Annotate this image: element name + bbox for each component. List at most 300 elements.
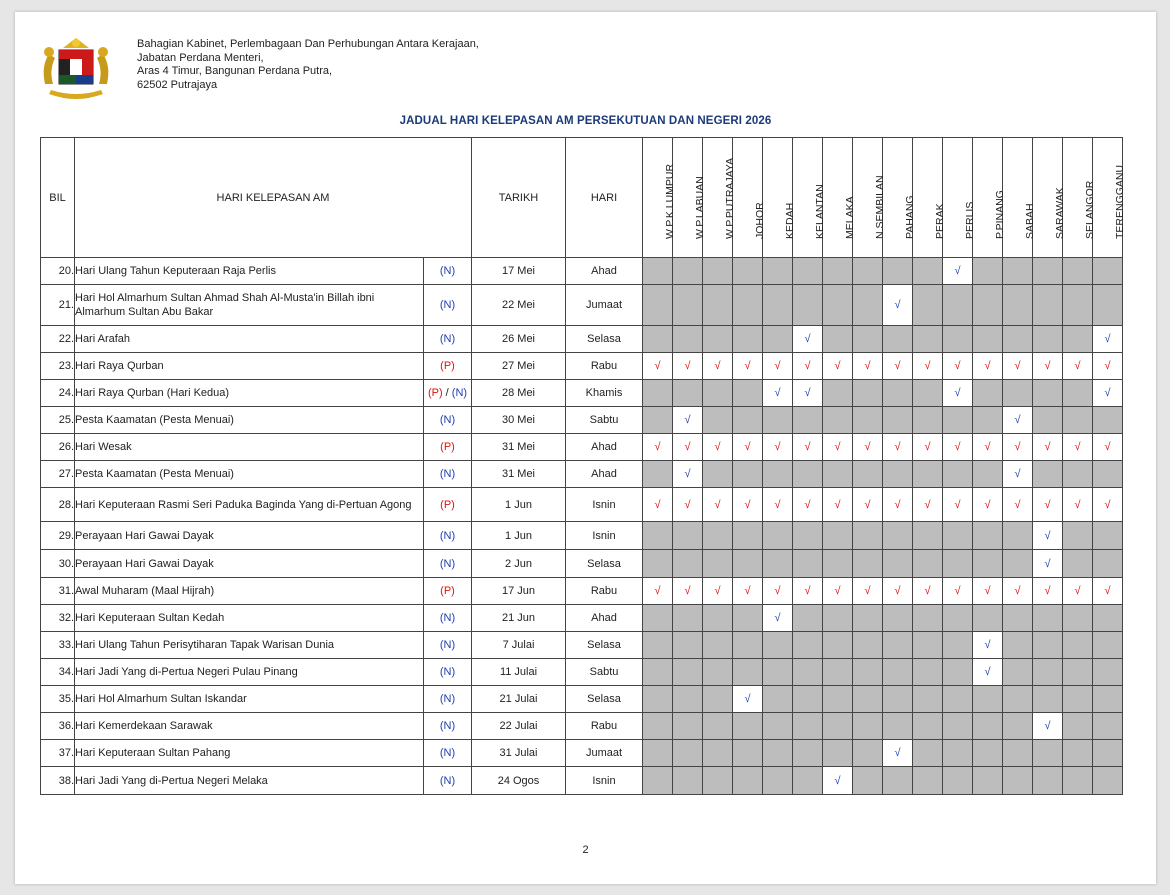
holiday-date: 21 Julai (472, 686, 566, 713)
state-cell-empty (763, 285, 793, 326)
column-header-state (1093, 138, 1126, 258)
page-number: 2 (582, 844, 589, 856)
state-cell-empty (643, 461, 673, 488)
state-cell-empty (673, 285, 703, 326)
holiday-tick-mark: √ (1063, 434, 1093, 461)
state-cell-empty (703, 686, 733, 713)
holiday-type-label: (N) (424, 605, 472, 632)
holiday-tick-mark: √ (763, 605, 793, 632)
state-cell-empty (643, 258, 673, 285)
state-cell-empty (853, 407, 883, 434)
holiday-tick-mark: √ (1003, 353, 1033, 380)
state-cell-empty (793, 605, 823, 632)
state-label: SARAWAK (1053, 187, 1066, 239)
state-cell-empty (763, 522, 793, 550)
state-cell-empty (1033, 632, 1063, 659)
state-cell-empty (913, 380, 943, 407)
holiday-tick-mark: √ (1003, 488, 1033, 522)
holiday-tick-mark: √ (643, 578, 673, 605)
holiday-tick-mark: √ (793, 353, 823, 380)
holiday-type-label: (N) (424, 326, 472, 353)
holiday-tick-mark: √ (673, 578, 703, 605)
holiday-day: Rabu (566, 713, 643, 740)
state-cell-empty (673, 767, 703, 795)
state-cell-empty (853, 632, 883, 659)
state-cell-empty (733, 407, 763, 434)
state-label: SELANGOR (1083, 180, 1096, 239)
state-cell-empty (793, 407, 823, 434)
state-cell-empty (823, 407, 853, 434)
holiday-name: Perayaan Hari Gawai Dayak (75, 522, 424, 550)
holiday-tick-mark: √ (853, 353, 883, 380)
table-row (41, 461, 1123, 488)
row-number: 38. (41, 767, 75, 795)
state-cell-empty (1033, 605, 1063, 632)
holiday-tick-mark: √ (1003, 578, 1033, 605)
state-cell-empty (973, 767, 1003, 795)
state-cell-empty (1093, 686, 1123, 713)
state-cell-empty (853, 380, 883, 407)
state-cell-empty (763, 632, 793, 659)
column-header-state (853, 138, 886, 258)
holiday-day: Khamis (566, 380, 643, 407)
column-header-state (1063, 138, 1096, 258)
holiday-tick-mark: √ (1033, 488, 1063, 522)
holiday-date: 21 Jun (472, 605, 566, 632)
table-row (41, 285, 1123, 326)
table-row (41, 740, 1123, 767)
state-cell-empty (973, 461, 1003, 488)
state-cell-empty (763, 326, 793, 353)
state-cell-empty (643, 605, 673, 632)
column-header-day: HARI (566, 138, 643, 258)
document-title: JADUAL HARI KELEPASAN AM PERSEKUTUAN DAN NEGERI 2026 (399, 115, 772, 127)
state-cell-empty (973, 686, 1003, 713)
state-cell-empty (1033, 461, 1063, 488)
state-cell-empty (1063, 380, 1093, 407)
state-cell-empty (913, 740, 943, 767)
state-cell-empty (943, 461, 973, 488)
state-cell-empty (853, 659, 883, 686)
state-cell-empty (883, 767, 913, 795)
state-cell-empty (673, 550, 703, 578)
state-cell-empty (793, 258, 823, 285)
state-label: JOHOR (753, 202, 766, 239)
malaysia-coat-of-arms-icon (39, 34, 113, 106)
holiday-type-label: (P) (424, 578, 472, 605)
column-header-state (1033, 138, 1066, 258)
state-cell-empty (1003, 713, 1033, 740)
holiday-tick-mark: √ (943, 578, 973, 605)
state-cell-empty (643, 659, 673, 686)
holiday-day: Isnin (566, 488, 643, 522)
holiday-tick-mark: √ (973, 659, 1003, 686)
column-header-state (943, 138, 976, 258)
holiday-day: Sabtu (566, 407, 643, 434)
state-cell-empty (763, 686, 793, 713)
holiday-tick-mark: √ (733, 353, 763, 380)
state-cell-empty (673, 380, 703, 407)
holiday-tick-mark: √ (913, 488, 943, 522)
holiday-name: Hari Jadi Yang di-Pertua Negeri Pulau Pinang (75, 659, 424, 686)
holiday-day: Jumaat (566, 285, 643, 326)
holiday-tick-mark: √ (943, 434, 973, 461)
holiday-tick-mark: √ (883, 353, 913, 380)
state-cell-empty (1093, 713, 1123, 740)
table-row (41, 326, 1123, 353)
holiday-type-label: (N) (424, 686, 472, 713)
state-cell-empty (943, 550, 973, 578)
holiday-tick-mark: √ (973, 488, 1003, 522)
state-cell-empty (733, 380, 763, 407)
holiday-type-label: (P) (424, 353, 472, 380)
state-cell-empty (793, 686, 823, 713)
state-cell-empty (943, 605, 973, 632)
state-cell-empty (673, 522, 703, 550)
holiday-tick-mark: √ (1093, 488, 1123, 522)
state-cell-empty (973, 258, 1003, 285)
state-label: PERAK (933, 203, 946, 239)
holiday-tick-mark: √ (973, 578, 1003, 605)
address-block (137, 38, 479, 92)
holiday-date: 24 Ogos (472, 767, 566, 795)
holiday-tick-mark: √ (1093, 578, 1123, 605)
holiday-type-label: (P) (424, 434, 472, 461)
state-cell-empty (1063, 522, 1093, 550)
holiday-type-label: (N) (424, 285, 472, 326)
holiday-tick-mark: √ (1003, 434, 1033, 461)
state-cell-empty (793, 285, 823, 326)
holiday-tick-mark: √ (673, 461, 703, 488)
holiday-day: Selasa (566, 326, 643, 353)
state-cell-empty (733, 605, 763, 632)
holiday-tick-mark: √ (733, 434, 763, 461)
holiday-tick-mark: √ (943, 353, 973, 380)
state-cell-empty (823, 285, 853, 326)
holiday-tick-mark: √ (703, 353, 733, 380)
holiday-date: 28 Mei (472, 380, 566, 407)
state-cell-empty (883, 522, 913, 550)
state-cell-empty (853, 285, 883, 326)
row-number: 28. (41, 488, 75, 522)
state-cell-empty (883, 258, 913, 285)
row-number: 30. (41, 550, 75, 578)
table-row (41, 380, 1123, 407)
state-cell-empty (823, 380, 853, 407)
state-label: PAHANG (903, 195, 916, 239)
state-cell-empty (763, 659, 793, 686)
holiday-date: 31 Mei (472, 434, 566, 461)
holiday-tick-mark: √ (673, 434, 703, 461)
state-cell-empty (943, 740, 973, 767)
holiday-day: Rabu (566, 353, 643, 380)
holiday-day: Ahad (566, 258, 643, 285)
state-cell-empty (733, 713, 763, 740)
state-cell-empty (733, 326, 763, 353)
holiday-tick-mark: √ (1033, 353, 1063, 380)
holiday-tick-mark: √ (943, 488, 973, 522)
state-cell-empty (643, 767, 673, 795)
state-cell-empty (1063, 285, 1093, 326)
state-label: W.P.LABUAN (693, 176, 706, 239)
state-cell-empty (853, 258, 883, 285)
state-cell-empty (823, 522, 853, 550)
state-cell-empty (763, 407, 793, 434)
state-label: KELANTAN (813, 184, 826, 239)
holiday-date: 17 Mei (472, 258, 566, 285)
holiday-tick-mark: √ (1033, 434, 1063, 461)
state-cell-empty (703, 326, 733, 353)
holiday-tick-mark: √ (703, 488, 733, 522)
state-cell-empty (1033, 767, 1063, 795)
state-cell-empty (1093, 632, 1123, 659)
row-number: 36. (41, 713, 75, 740)
state-cell-empty (883, 605, 913, 632)
state-cell-empty (1003, 605, 1033, 632)
holiday-name: Hari Kemerdekaan Sarawak (75, 713, 424, 740)
state-cell-empty (943, 632, 973, 659)
state-cell-empty (883, 380, 913, 407)
state-cell-empty (703, 767, 733, 795)
state-cell-empty (1003, 740, 1033, 767)
state-cell-empty (733, 550, 763, 578)
state-cell-empty (883, 550, 913, 578)
holiday-tick-mark: √ (643, 434, 673, 461)
state-cell-empty (973, 605, 1003, 632)
state-cell-empty (1033, 659, 1063, 686)
row-number: 27. (41, 461, 75, 488)
column-header-state (973, 138, 1006, 258)
holiday-type-label: (N) (424, 461, 472, 488)
holiday-tick-mark: √ (1003, 461, 1033, 488)
holiday-tick-mark: √ (883, 434, 913, 461)
holiday-date: 22 Julai (472, 713, 566, 740)
state-label: KEDAH (783, 202, 796, 239)
state-cell-empty (793, 659, 823, 686)
table-row (41, 407, 1123, 434)
holiday-name: Hari Hol Almarhum Sultan Ahmad Shah Al-Musta'in Billah ibni Almarhum Sultan Abu Bakar (75, 285, 424, 326)
state-cell-empty (793, 767, 823, 795)
holiday-date: 7 Julai (472, 632, 566, 659)
state-cell-empty (823, 686, 853, 713)
holiday-tick-mark: √ (763, 434, 793, 461)
state-cell-empty (1003, 632, 1033, 659)
column-header-state (913, 138, 946, 258)
holiday-tick-mark: √ (763, 488, 793, 522)
table-row (41, 713, 1123, 740)
holiday-tick-mark: √ (883, 488, 913, 522)
state-cell-empty (1063, 605, 1093, 632)
state-cell-empty (913, 522, 943, 550)
state-cell-empty (763, 767, 793, 795)
holiday-name: Hari Ulang Tahun Keputeraan Raja Perlis (75, 258, 424, 285)
holiday-tick-mark: √ (1093, 353, 1123, 380)
state-cell-empty (1003, 285, 1033, 326)
holiday-tick-mark: √ (673, 407, 703, 434)
table-row (41, 353, 1123, 380)
state-cell-empty (823, 659, 853, 686)
holiday-name: Pesta Kaamatan (Pesta Menuai) (75, 461, 424, 488)
holiday-name: Perayaan Hari Gawai Dayak (75, 550, 424, 578)
state-cell-empty (973, 522, 1003, 550)
state-cell-empty (1093, 605, 1123, 632)
state-cell-empty (793, 522, 823, 550)
column-header-state (823, 138, 856, 258)
row-number: 33. (41, 632, 75, 659)
holiday-tick-mark: √ (853, 434, 883, 461)
state-cell-empty (823, 258, 853, 285)
column-header-state (673, 138, 706, 258)
holiday-type-label: (N) (424, 522, 472, 550)
state-cell-empty (943, 659, 973, 686)
state-cell-empty (1063, 740, 1093, 767)
state-cell-empty (733, 740, 763, 767)
row-number: 35. (41, 686, 75, 713)
state-cell-empty (1093, 258, 1123, 285)
holiday-tick-mark: √ (883, 578, 913, 605)
holiday-tick-mark: √ (1093, 326, 1123, 353)
holiday-tick-mark: √ (973, 353, 1003, 380)
state-cell-empty (1063, 713, 1093, 740)
holiday-tick-mark: √ (673, 488, 703, 522)
state-cell-empty (703, 632, 733, 659)
row-number: 25. (41, 407, 75, 434)
state-cell-empty (673, 713, 703, 740)
state-cell-empty (853, 326, 883, 353)
holiday-tick-mark: √ (913, 578, 943, 605)
state-cell-empty (973, 713, 1003, 740)
holiday-tick-mark: √ (793, 326, 823, 353)
state-cell-empty (763, 461, 793, 488)
holiday-date: 2 Jun (472, 550, 566, 578)
column-header-state (793, 138, 826, 258)
column-header-holiday: HARI KELEPASAN AM (75, 138, 472, 258)
holiday-day: Sabtu (566, 659, 643, 686)
holiday-tick-mark: √ (823, 353, 853, 380)
state-cell-empty (853, 605, 883, 632)
state-cell-empty (823, 326, 853, 353)
table-row (41, 522, 1123, 550)
column-header-state (1003, 138, 1036, 258)
state-cell-empty (853, 522, 883, 550)
holiday-name: Hari Keputeraan Sultan Kedah (75, 605, 424, 632)
holiday-name: Hari Arafah (75, 326, 424, 353)
holiday-day: Isnin (566, 522, 643, 550)
holiday-date: 31 Mei (472, 461, 566, 488)
state-label: MELAKA (843, 196, 856, 239)
state-cell-empty (823, 605, 853, 632)
state-cell-empty (1033, 380, 1063, 407)
holiday-name: Awal Muharam (Maal Hijrah) (75, 578, 424, 605)
state-cell-empty (973, 740, 1003, 767)
state-cell-empty (1033, 326, 1063, 353)
holiday-tick-mark: √ (1063, 353, 1093, 380)
state-cell-empty (913, 632, 943, 659)
holiday-date: 26 Mei (472, 326, 566, 353)
holiday-name: Hari Keputeraan Rasmi Seri Paduka Baginda Yang di-Pertuan Agong (75, 488, 424, 522)
state-cell-empty (1033, 740, 1063, 767)
state-cell-empty (1093, 461, 1123, 488)
state-cell-empty (823, 632, 853, 659)
state-cell-empty (793, 461, 823, 488)
holiday-tick-mark: √ (703, 434, 733, 461)
state-cell-empty (913, 767, 943, 795)
holiday-date: 17 Jun (472, 578, 566, 605)
table-row (41, 659, 1123, 686)
state-cell-empty (943, 713, 973, 740)
holiday-date: 27 Mei (472, 353, 566, 380)
holiday-tick-mark: √ (883, 285, 913, 326)
state-cell-empty (823, 550, 853, 578)
holiday-tick-mark: √ (763, 380, 793, 407)
holiday-date: 31 Julai (472, 740, 566, 767)
holiday-tick-mark: √ (1033, 550, 1063, 578)
state-cell-empty (1063, 686, 1093, 713)
state-cell-empty (883, 686, 913, 713)
state-cell-empty (913, 461, 943, 488)
holiday-day: Ahad (566, 605, 643, 632)
state-cell-empty (883, 713, 913, 740)
state-cell-empty (673, 740, 703, 767)
state-cell-empty (1063, 550, 1093, 578)
state-cell-empty (1093, 407, 1123, 434)
holiday-tick-mark: √ (703, 578, 733, 605)
state-cell-empty (733, 461, 763, 488)
state-cell-empty (943, 285, 973, 326)
state-cell-empty (703, 380, 733, 407)
holiday-tick-mark: √ (943, 380, 973, 407)
holiday-tick-mark: √ (823, 578, 853, 605)
holiday-name: Hari Wesak (75, 434, 424, 461)
state-cell-empty (973, 285, 1003, 326)
state-cell-empty (823, 461, 853, 488)
table-row (41, 434, 1123, 461)
row-number: 32. (41, 605, 75, 632)
holiday-tick-mark: √ (853, 488, 883, 522)
state-cell-empty (973, 407, 1003, 434)
state-cell-empty (943, 767, 973, 795)
row-number: 31. (41, 578, 75, 605)
holiday-tick-mark: √ (853, 578, 883, 605)
state-cell-empty (823, 713, 853, 740)
holiday-tick-mark: √ (823, 434, 853, 461)
state-cell-empty (763, 258, 793, 285)
state-cell-empty (913, 407, 943, 434)
holiday-tick-mark: √ (1093, 380, 1123, 407)
state-cell-empty (973, 326, 1003, 353)
holiday-date: 1 Jun (472, 522, 566, 550)
holiday-date: 11 Julai (472, 659, 566, 686)
state-cell-empty (853, 461, 883, 488)
holiday-name: Hari Raya Qurban (Hari Kedua) (75, 380, 424, 407)
state-cell-empty (703, 258, 733, 285)
holiday-tick-mark: √ (883, 740, 913, 767)
row-number: 23. (41, 353, 75, 380)
state-cell-empty (1033, 686, 1063, 713)
holiday-tick-mark: √ (763, 578, 793, 605)
holiday-tick-mark: √ (643, 353, 673, 380)
holiday-day: Selasa (566, 550, 643, 578)
holiday-tick-mark: √ (913, 434, 943, 461)
state-cell-empty (913, 713, 943, 740)
state-cell-empty (943, 686, 973, 713)
holiday-day: Isnin (566, 767, 643, 795)
state-label: P.PINANG (993, 190, 1006, 239)
holiday-name: Hari Keputeraan Sultan Pahang (75, 740, 424, 767)
state-cell-empty (1093, 659, 1123, 686)
holiday-tick-mark: √ (1093, 434, 1123, 461)
state-cell-empty (703, 285, 733, 326)
